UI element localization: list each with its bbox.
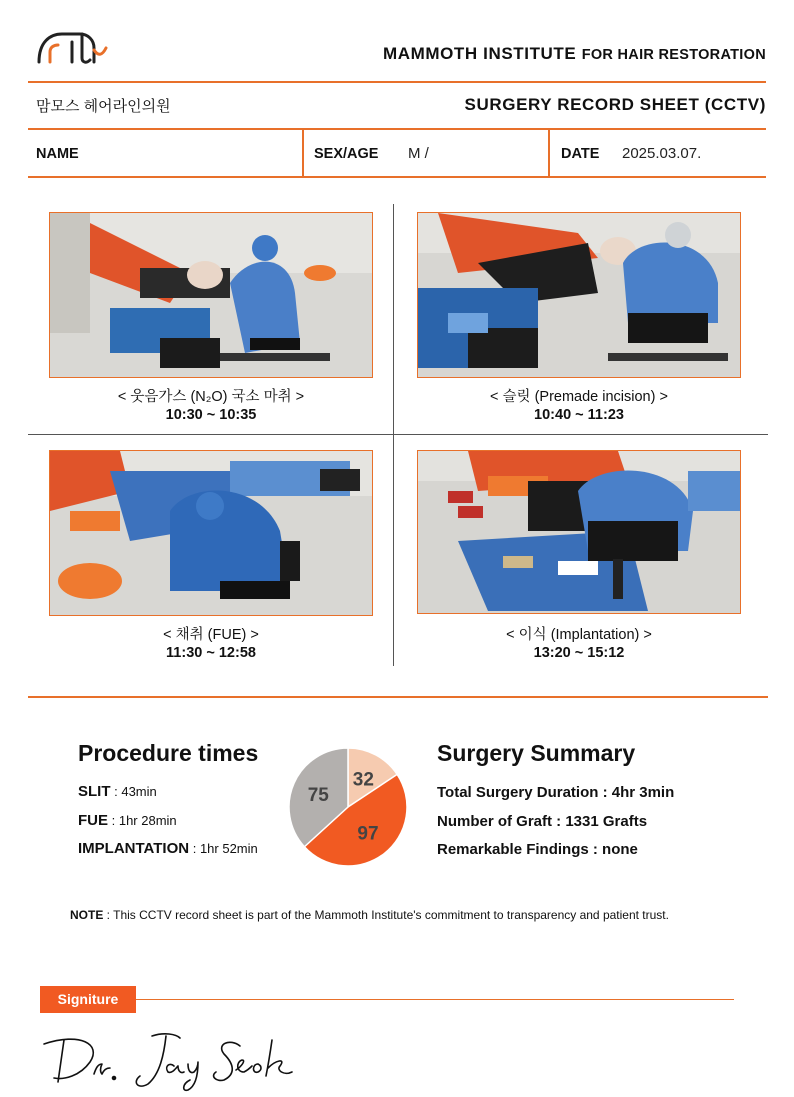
pie-label-1: 97 [357, 823, 379, 845]
field-divider [302, 130, 304, 176]
summary-total-duration: Total Surgery Duration : 4hr 3min [437, 784, 675, 801]
photo-caption-fue [46, 626, 376, 662]
cctv-photo-anesthesia [49, 212, 373, 378]
photo-time: 11:30 ~ 12:58 [166, 645, 256, 661]
field-divider [548, 130, 550, 176]
note [70, 908, 669, 922]
date-label: DATE [561, 146, 600, 162]
pie-label-2: 75 [307, 784, 329, 806]
sexage-value: M / [408, 145, 429, 162]
institute-sub: FOR HAIR RESTORATION [581, 47, 766, 63]
pie-label-0: 32 [352, 769, 374, 791]
photo-time: 10:30 ~ 10:35 [165, 407, 257, 423]
photo-caption-anesthesia [46, 388, 376, 424]
photo-title: < 슬릿 (Premade incision) > [490, 389, 668, 405]
photo-title: < 이식 (Implantation) > [506, 627, 652, 643]
signature-badge: Signiture [40, 986, 136, 1013]
procedure-sep: : [110, 784, 122, 799]
divider [28, 81, 766, 83]
summary-findings: Remarkable Findings : none [437, 841, 638, 858]
procedure-row-fue [78, 812, 177, 829]
procedure-value: 1hr 52min [199, 841, 258, 856]
date-value: 2025.03.07. [622, 145, 702, 162]
signature-line [136, 999, 734, 1000]
divider [28, 696, 768, 698]
sheet-title: SURGERY RECORD SHEET (CCTV) [464, 95, 766, 114]
mammoth-logo [36, 28, 108, 66]
divider [28, 176, 766, 178]
procedure-pie-chart [287, 746, 409, 868]
photo-time: 13:20 ~ 15:12 [533, 645, 625, 661]
procedure-label: IMPLANTATION [78, 840, 190, 857]
handwritten-signature [40, 1030, 300, 1092]
photo-caption-implantation [414, 626, 744, 662]
cctv-photo-implantation [417, 450, 741, 614]
photo-time: 10:40 ~ 11:23 [534, 407, 624, 423]
procedure-label: SLIT [78, 783, 111, 800]
procedure-row-slit [78, 783, 157, 800]
summary-graft-count: Number of Graft : 1331 Grafts [437, 813, 648, 830]
procedure-label: FUE [78, 812, 108, 829]
procedure-times-title: Procedure times [78, 740, 259, 766]
cctv-photo-slit [417, 212, 741, 378]
grid-horizontal-divider [28, 434, 768, 435]
procedure-sep: : [189, 841, 200, 856]
institute-name [383, 44, 766, 64]
photo-caption-slit [414, 388, 744, 424]
procedure-value: 43min [121, 784, 157, 799]
note-text: : This CCTV record sheet is part of the Mammoth Institute's commitment to transparency and patient trust. [103, 908, 669, 922]
photo-title: < 웃음가스 (N₂O) 국소 마취 > [117, 389, 305, 405]
grid-vertical-divider [393, 204, 394, 666]
sexage-label: SEX/AGE [314, 146, 379, 162]
cctv-photo-fue [49, 450, 373, 616]
institute-main: MAMMOTH INSTITUTE [382, 44, 577, 63]
procedure-sep: : [108, 813, 119, 828]
surgery-summary-title: Surgery Summary [437, 740, 636, 766]
name-label: NAME [36, 146, 79, 162]
procedure-value: 1hr 28min [118, 813, 177, 828]
procedure-row-implantation [78, 840, 258, 857]
note-label: NOTE [70, 908, 104, 922]
korean-clinic-name: 맘모스 헤어라인의원 [36, 98, 171, 115]
divider [28, 128, 766, 130]
pie-svg [287, 746, 409, 868]
photo-title: < 채취 (FUE) > [163, 627, 259, 643]
